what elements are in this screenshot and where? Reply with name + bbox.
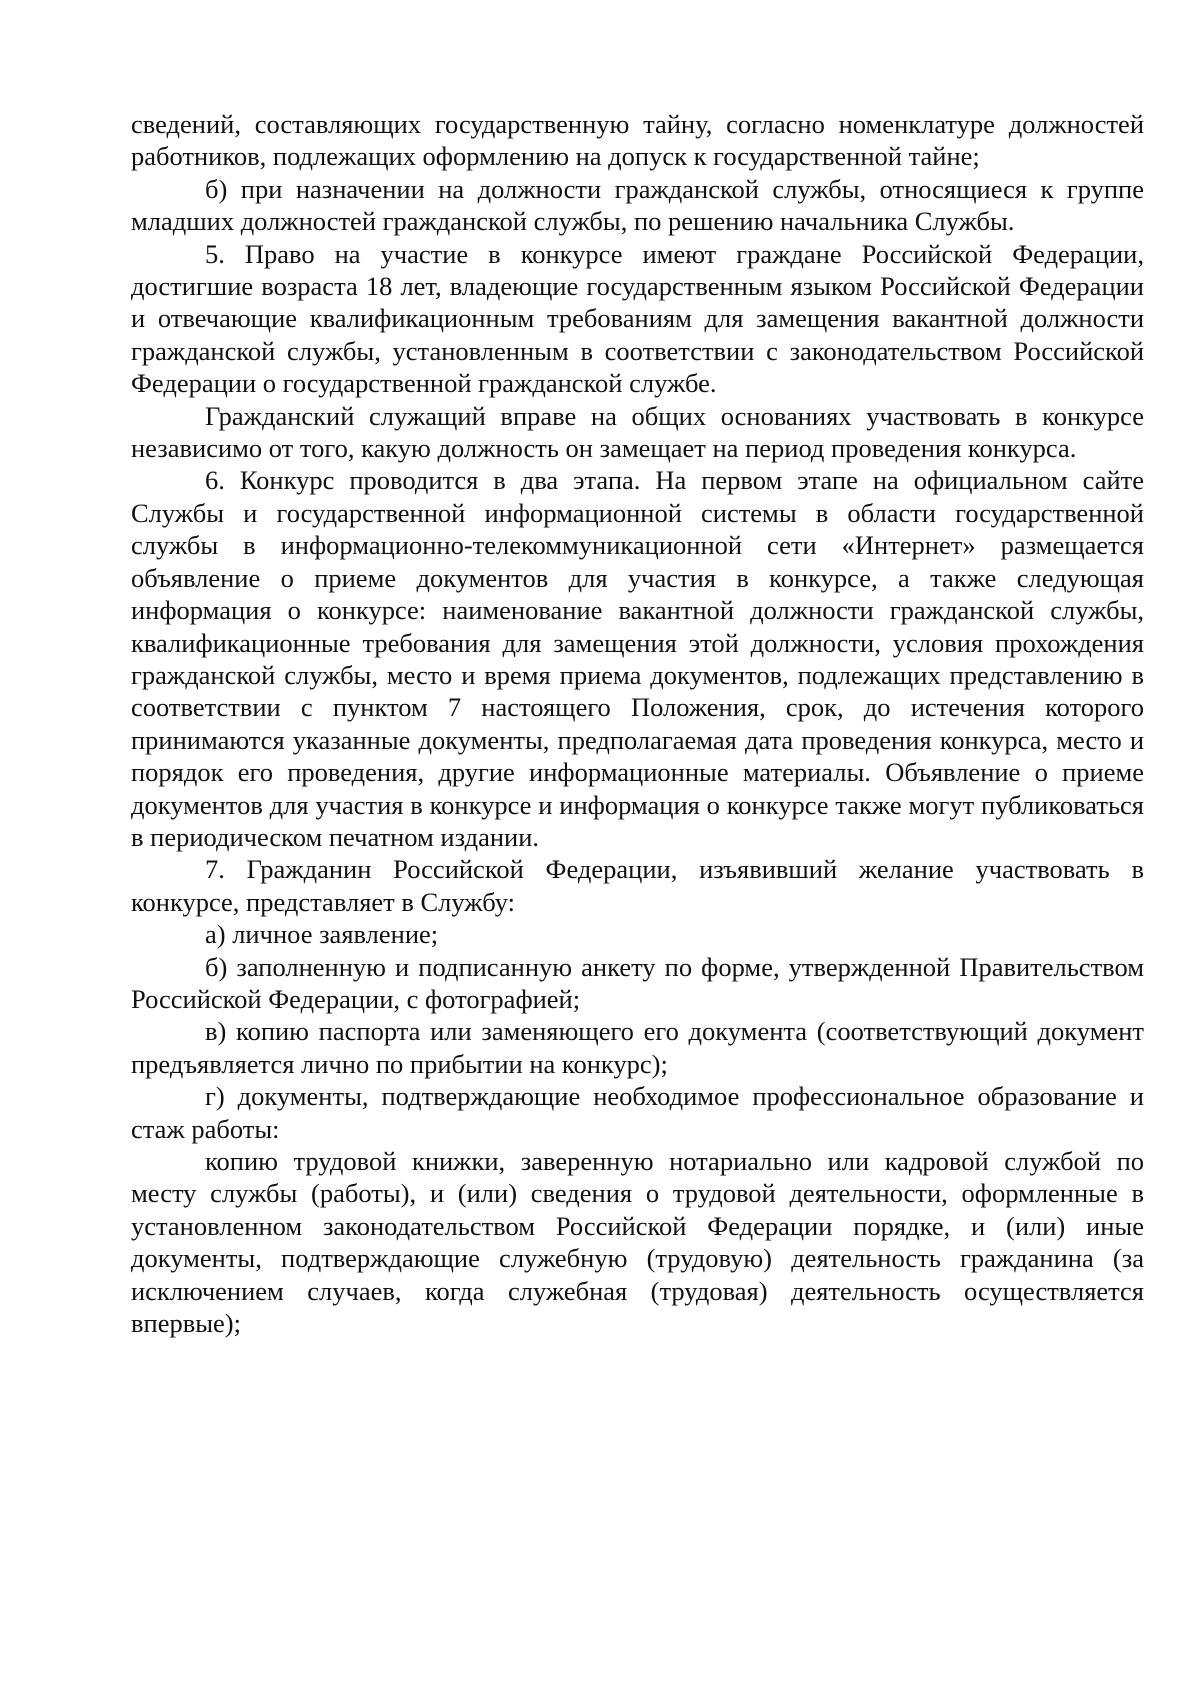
list-item-a: а) личное заявление; [205, 919, 439, 950]
paragraph-civil-servant: Гражданский служащий вправе на общих основаниях участвовать в конкурсе независимо от того, какую должность он замещает на период проведения конкурса. [131, 400, 1144, 464]
paragraph-5: 5. Право на участие в конкурсе имеют граждане Российской Федерации, достигшие возраста 18 лет, владеющие государственным языком Российской Федерации и отвечающие квалификационным требованиям для замещения вакантной должности гражданской службы, установленным в соответствии с законодательством Российской Федерации о государственной гражданской службе. [131, 238, 1144, 399]
list-item-g: г) документы, подтверждающие необходимое профессиональное образование и стаж работы: [131, 1081, 1144, 1144]
document-body [131, 108, 1144, 1339]
paragraph-continuation: сведений, составляющих государственную тайну, согласно номенклатуре должностей работников, подлежащих оформлению на допуск к государственной тайне; [131, 109, 1144, 172]
list-item-v: в) копию паспорта или заменяющего его документа (соответствующий документ предъявляется лично по прибытии на конкурс); [131, 1016, 1144, 1079]
list-item-b: б) заполненную и подписанную анкету по форме, утвержденной Правительством Российской Федерации, с фотографией; [131, 951, 1144, 1014]
paragraph-work-record: копию трудовой книжки, заверенную нотариально или кадровой службой по месту службы (работы), и (или) сведения о трудовой деятельности, оформленные в установленном законодательством Российской Федерации порядке, и (или) иные документы, подтверждающие служебную (трудовую) деятельность гражданина (за исключением случаев, когда служебная (трудовая) деятельность осуществляется впервые); [131, 1146, 1144, 1339]
paragraph-6: 6. Конкурс проводится в два этапа. На первом этапе на официальном сайте Службы и государственной информационной системы в области государственной службы в информационно-телекоммуникационной сети «Интернет» размещается объявление о приеме документов для участия в конкурсе, а также следующая информация о конкурсе: наименование вакантной должности гражданской службы, квалификационные требования для замещения этой должности, условия прохождения гражданской службы, место и время приема документов, подлежащих представлению в соответствии с пунктом 7 настоящего Положения, срок, до истечения которого принимаются указанные документы, предполагаемая дата проведения конкурса, место и порядок его проведения, другие информационные материалы. Объявление о приеме документов для участия в конкурсе и информация о конкурсе также могут публиковаться в периодическом печатном издании. [131, 465, 1144, 852]
paragraph-item-b: б) при назначении на должности гражданской службы, относящиеся к группе младших должностей гражданской службы, по решению начальника Службы. [131, 173, 1144, 237]
paragraph-7: 7. Гражданин Российской Федерации, изъявивший желание участвовать в конкурсе, представляет в Службу: [131, 854, 1144, 917]
